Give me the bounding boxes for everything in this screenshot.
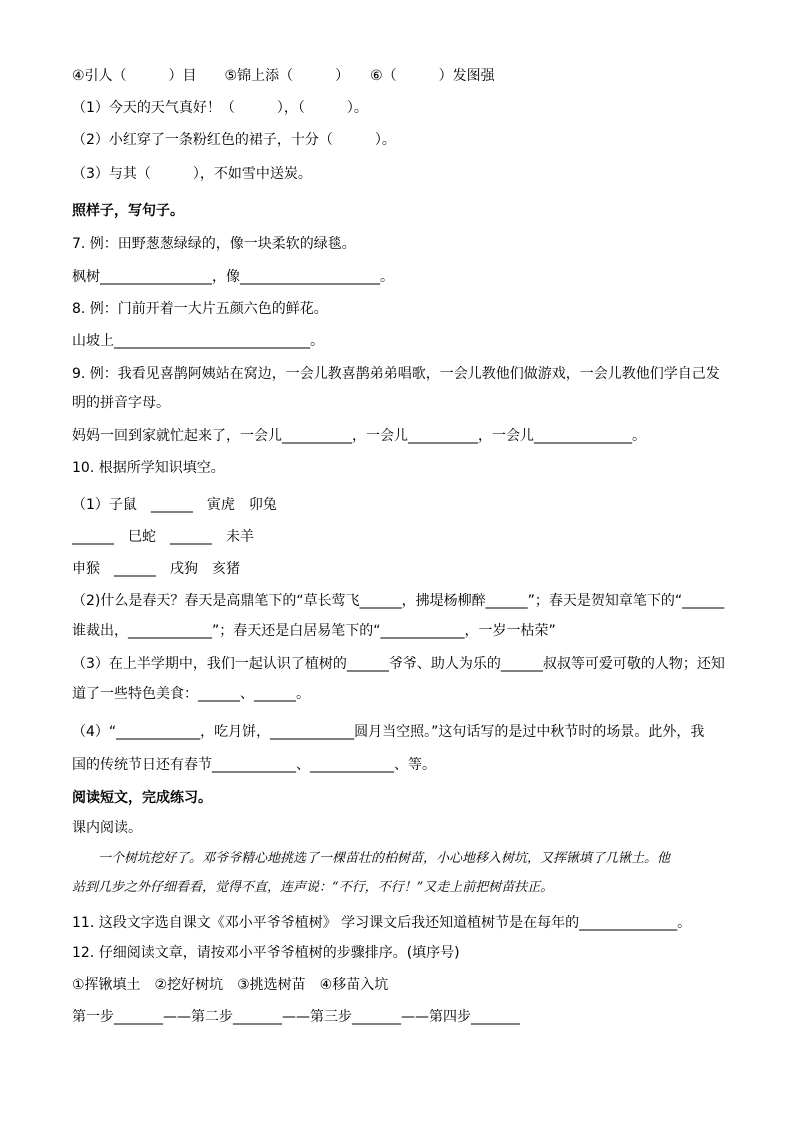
q8-answer-line: 山坡上____________________________。	[72, 333, 324, 349]
idiom-fill-line: ④引人（ ）目 ⑤锦上添（ ） ⑥（ ）发图强	[72, 68, 495, 84]
q-dress-line: （2）小红穿了一条粉红色的裙子，十分（ ）。	[72, 132, 396, 148]
q10-2-line2: 谁裁出，____________”；春天还是白居易笔下的“____________，一岁一枯荣”	[72, 623, 556, 639]
zodiac-row-1: （1）子鼠 ______ 寅虎 卯兔	[72, 497, 277, 513]
zodiac-row-3: 申猴 ______ 戌狗 亥猪	[72, 561, 240, 577]
reading-passage-line1: 一个树坑挖好了。邓爷爷精心地挑选了一棵苗壮的柏树苗，小心地移入树坑，又挥锹填了几锹土。他	[72, 851, 671, 866]
q10-4-line1: （4）“____________，吃月饼，____________圆月当空照。”这句话写的是过中秋节时的场景。此外，我	[72, 724, 705, 740]
q10-3-line2: 道了一些特色美食：______、______。	[72, 686, 310, 702]
zodiac-row-2: ______ 巳蛇 ______ 未羊	[72, 529, 254, 545]
q9-example-line2: 明的拼音字母。	[72, 395, 170, 411]
q11-line: 11. 这段文字选自课文《邓小平爷爷植树》 学习课文后我还知道植树节是在每年的______________。	[72, 915, 692, 931]
q10-title: 10. 根据所学知识填空。	[72, 460, 225, 476]
q12-answer-steps: 第一步_______——第二步_______——第三步_______——第四步_______	[72, 1009, 520, 1025]
q12-options: ①挥锹填土 ②挖好树坑 ③挑选树苗 ④移苗入坑	[72, 977, 389, 993]
section-heading-reading: 阅读短文，完成练习。	[72, 790, 212, 806]
reading-passage-line2: 站到几步之外仔细看看，觉得不直，连声说：“不行，不行！”又走上前把树苗扶正。	[72, 880, 554, 895]
q9-answer-line: 妈妈一回到家就忙起来了，一会儿__________，一会儿__________，一会儿______________。	[72, 428, 646, 444]
q-snow-line: （3）与其（ ），不如雪中送炭。	[72, 166, 312, 182]
q10-2-line1: （2)什么是春天？春天是高鼎笔下的“草长莺飞______，拂堤杨柳醉______”；春天是贺知章笔下的“______	[72, 593, 725, 609]
q8-example: 8. 例：门前开着一大片五颜六色的鲜花。	[72, 301, 328, 317]
q12-line: 12. 仔细阅读文章，请按邓小平爷爷植树的步骤排序。(填序号)	[72, 945, 460, 961]
q7-answer-line: 枫树________________，像____________________。	[72, 269, 394, 285]
section-heading-sentences: 照样子，写句子。	[72, 203, 184, 219]
q10-4-line2: 国的传统节日还有春节____________、____________、等。	[72, 757, 436, 773]
q9-example-line1: 9. 例：我看见喜鹊阿姨站在窝边，一会儿教喜鹊弟弟唱歌，一会儿教他们做游戏，一会儿教他们学自己发	[72, 366, 720, 382]
q7-example: 7. 例：田野葱葱绿绿的，像一块柔软的绿毯。	[72, 236, 356, 252]
q-weather-line: （1）今天的天气真好！（ ），（ ）。	[72, 100, 368, 116]
q10-3-line1: （3）在上半学期中，我们一起认识了植树的______爷爷、助人为乐的______叔叔等可爱可敬的人物；还知	[72, 656, 725, 672]
reading-subtitle: 课内阅读。	[72, 820, 142, 836]
